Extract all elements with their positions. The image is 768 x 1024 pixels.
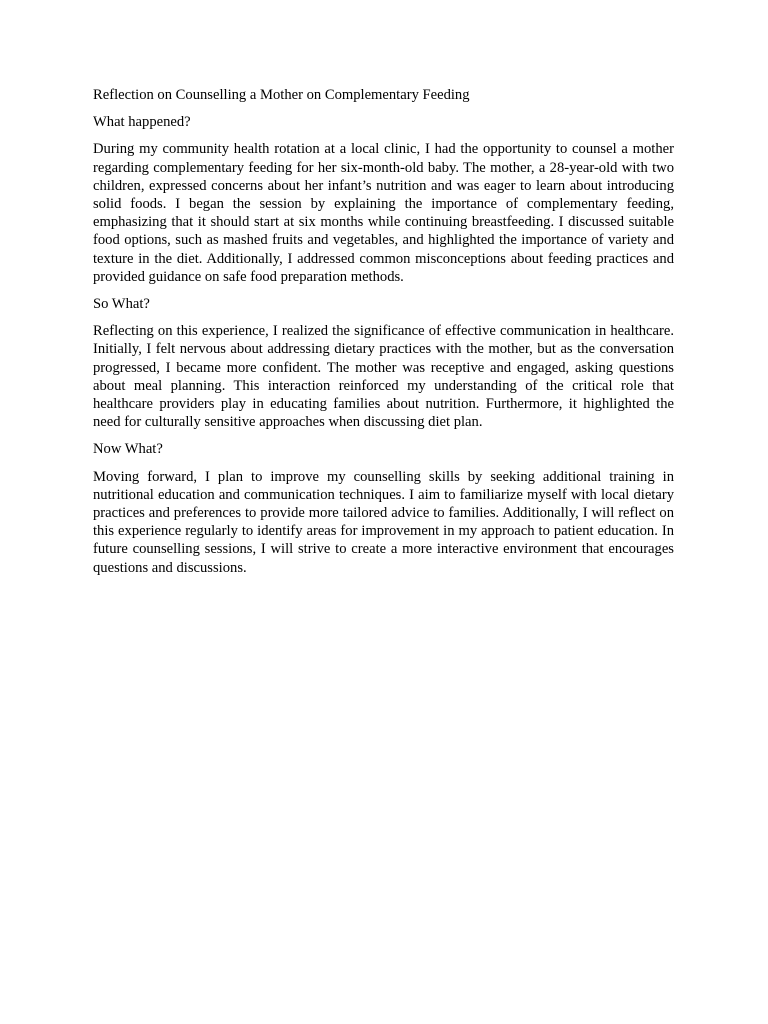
section-body-so-what: Reflecting on this experience, I realized the significance of effective communication in healthcare. Initially, I felt nervous about addressing dietary practices with the mother, but as the conversation progressed, I became more confident. The mother was receptive and engaged, asking questions about meal planning. This interaction reinforced my understanding of the critical role that healthcare providers play in educating families about nutrition. Furthermore, it highlighted the need for culturally sensitive approaches when discussing diet plan.: [93, 323, 674, 431]
section-body-now-what: Moving forward, I plan to improve my counselling skills by seeking additional training in nutritional education and communication techniques. I aim to familiarize myself with local dietary practices and preferences to provide more tailored advice to families. Additionally, I will reflect on this experience regularly to identify areas for improvement in my approach to patient education. In future counselling sessions, I will strive to create a more interactive environment that encourages questions and discussions.: [93, 468, 674, 576]
section-heading-what-happened: What happened?: [93, 114, 191, 131]
document-title: Reflection on Counselling a Mother on Complementary Feeding: [93, 87, 470, 103]
section-heading-now-what: Now What?: [93, 441, 163, 458]
document-page: [93, 86, 674, 586]
section-body-what-happened: During my community health rotation at a local clinic, I had the opportunity to counsel a mother regarding complementary feeding for her six-month-old baby. The mother, a 28-year-old with two children, expressed concerns about her infant’s nutrition and was eager to learn about introducing solid foods. I began the session by explaining the importance of complementary feeding, emphasizing that it should start at six months while continuing breastfeeding. I discussed suitable food options, such as mashed fruits and vegetables, and highlighted the importance of variety and texture in the diet. Additionally, I addressed common misconceptions about feeding practices and provided guidance on safe food preparation methods.: [93, 141, 674, 285]
section-heading-so-what: So What?: [93, 296, 150, 313]
